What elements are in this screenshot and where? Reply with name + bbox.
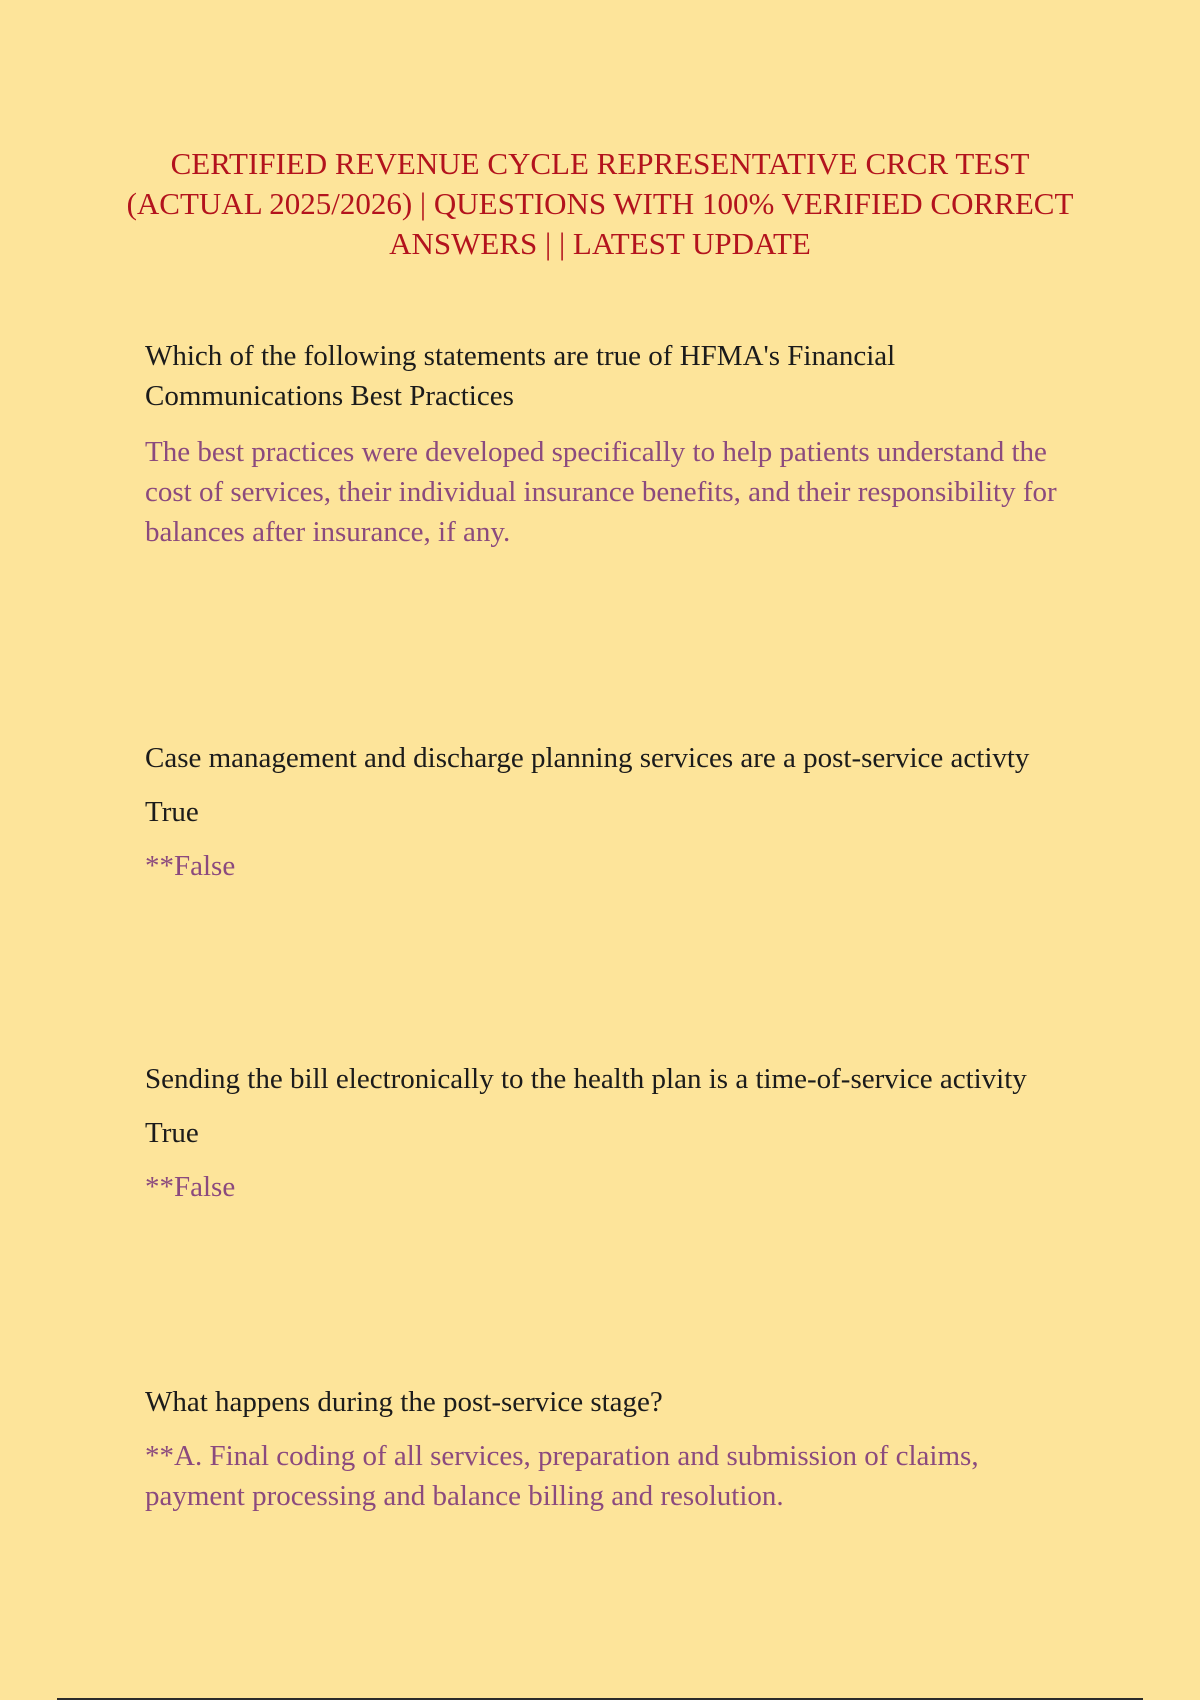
question-text: What happens during the post-service stage? bbox=[145, 1386, 663, 1418]
question-text: Case management and discharge planning services are a post-service activty bbox=[145, 742, 1030, 774]
option-true: True bbox=[145, 796, 199, 828]
answer-text: The best practices were developed specifically to help patients understand the cost of services, their individual insurance benefits, and their responsibility for balances after insurance, if any. bbox=[145, 436, 1057, 548]
answer-text: **False bbox=[145, 850, 236, 882]
answer-text: **A. Final coding of all services, preparation and submission of claims, payment processing and balance billing and resolution. bbox=[145, 1440, 979, 1512]
question-block-2 bbox=[145, 738, 1065, 886]
question-block-4 bbox=[145, 1382, 1065, 1516]
option-true: True bbox=[145, 1117, 199, 1149]
question-block-1 bbox=[145, 336, 1065, 552]
answer-text: **False bbox=[145, 1171, 236, 1203]
question-text: Sending the bill electronically to the health plan is a time-of-service activity bbox=[145, 1063, 1027, 1095]
document-title: CERTIFIED REVENUE CYCLE REPRESENTATIVE CRCR TEST (ACTUAL 2025/2026) | QUESTIONS WITH 100% VERIFIED CORRECT ANSWERS | | LATEST UPDATE bbox=[126, 146, 1074, 261]
question-block-3 bbox=[145, 1059, 1065, 1207]
question-text: Which of the following statements are true of HFMA's Financial Communications Best Practices bbox=[145, 340, 896, 412]
